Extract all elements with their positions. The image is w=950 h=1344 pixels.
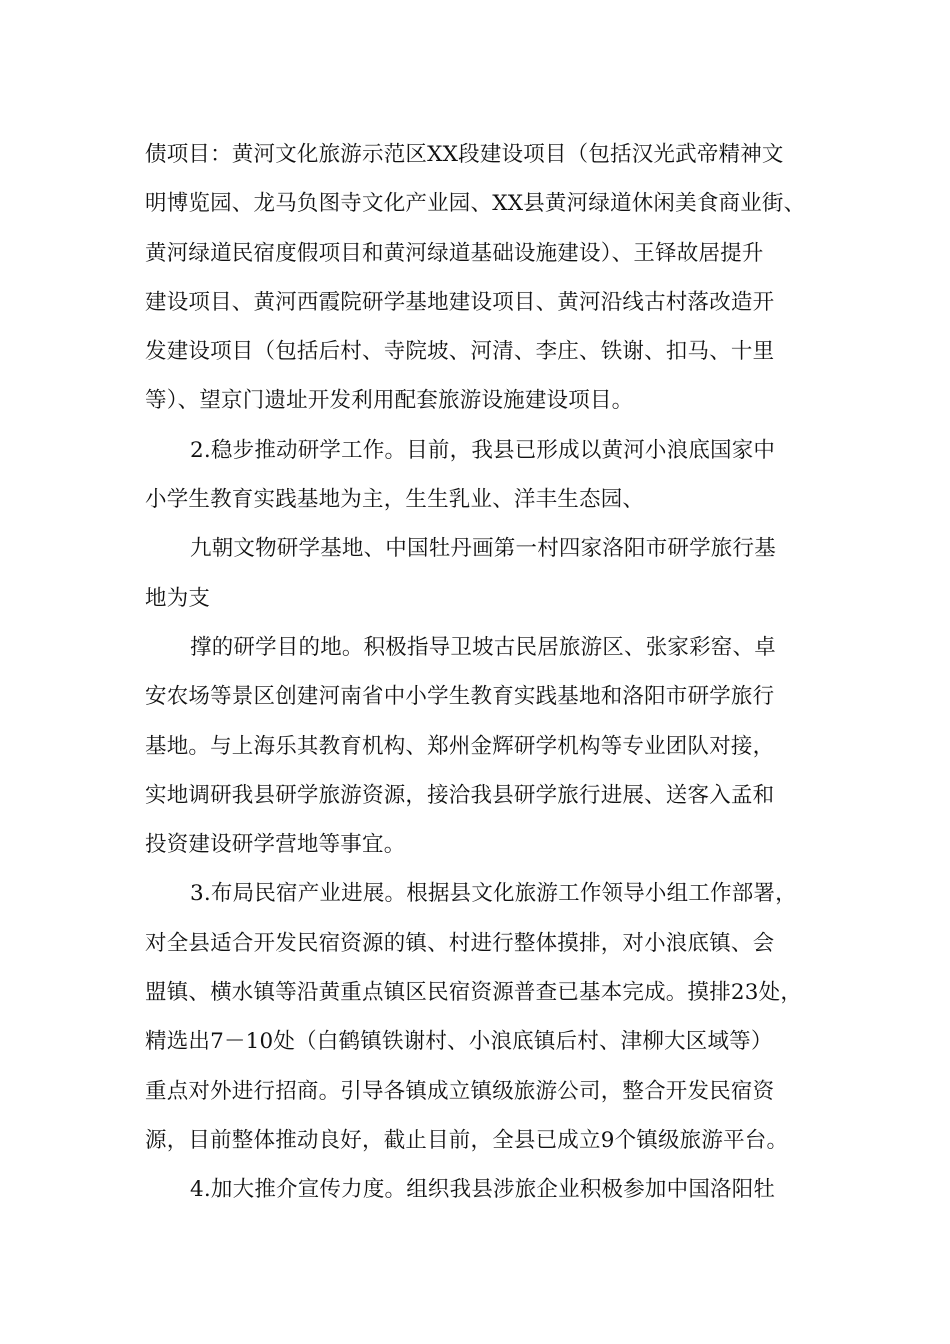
text-line: 黄河绿道民宿度假项目和黄河绿道基础设施建设）、王铎故居提升 [145, 240, 764, 266]
text-line: 对全县适合开发民宿资源的镇、村进行整体摸排，对小浪底镇、会 [145, 930, 775, 956]
paragraph-2-start: 2.稳步推动研学工作。目前，我县已形成以黄河小浪底国家中 [190, 437, 776, 463]
text-line: 基地。与上海乐其教育机构、郑州金辉研学机构等专业团队对接， [145, 733, 775, 759]
text-line: 发建设项目（包括后村、寺院坡、河清、李庄、铁谢、扣马、十里 [145, 339, 775, 365]
text-line: 撑的研学目的地。积极指导卫坡古民居旅游区、张家彩窑、卓 [190, 634, 776, 660]
text-line: 建设项目、黄河西霞院研学基地建设项目、黄河沿线古村落改造开 [145, 289, 775, 315]
text-line: 等）、望京门遗址开发利用配套旅游设施建设项目。 [145, 388, 634, 414]
text-line: 实地调研我县研学旅游资源，接洽我县研学旅行进展、送客入孟和 [145, 782, 775, 808]
paragraph-3-start: 3.布局民宿产业进展。根据县文化旅游工作领导小组工作部署， [190, 881, 797, 907]
paragraph-4-start: 4.加大推介宣传力度。组织我县涉旅企业积极参加中国洛阳牡 [190, 1177, 776, 1203]
text-line: 投资建设研学营地等事宜。 [145, 832, 406, 858]
text-line: 精选出7－10处（白鹤镇铁谢村、小浪底镇后村、津柳大区域等） [145, 1029, 773, 1055]
text-line: 地为支 [145, 585, 211, 611]
text-line: 源，目前整体推动良好，截止目前，全县已成立9个镇级旅游平台。 [145, 1127, 789, 1153]
text-line: 债项目：黄河文化旅游示范区XX段建设项目（包括汉光武帝精神文 [145, 142, 784, 167]
text-line: 小学生教育实践基地为主，生生乳业、洋丰生态园、 [145, 487, 645, 513]
text-line: 安农场等景区创建河南省中小学生教育实践基地和洛阳市研学旅行 [145, 684, 775, 710]
body-text [145, 130, 825, 1215]
text-line: 盟镇、横水镇等沿黄重点镇区民宿资源普查已基本完成。摸排23处， [145, 980, 803, 1006]
text-line: 明博览园、龙马负图寺文化产业园、XX县黄河绿道休闲美食商业街、 [145, 191, 806, 217]
text-line: 九朝文物研学基地、中国牡丹画第一村四家洛阳市研学旅行基 [190, 536, 776, 562]
text-line: 重点对外进行招商。引导各镇成立镇级旅游公司，整合开发民宿资 [145, 1078, 775, 1104]
